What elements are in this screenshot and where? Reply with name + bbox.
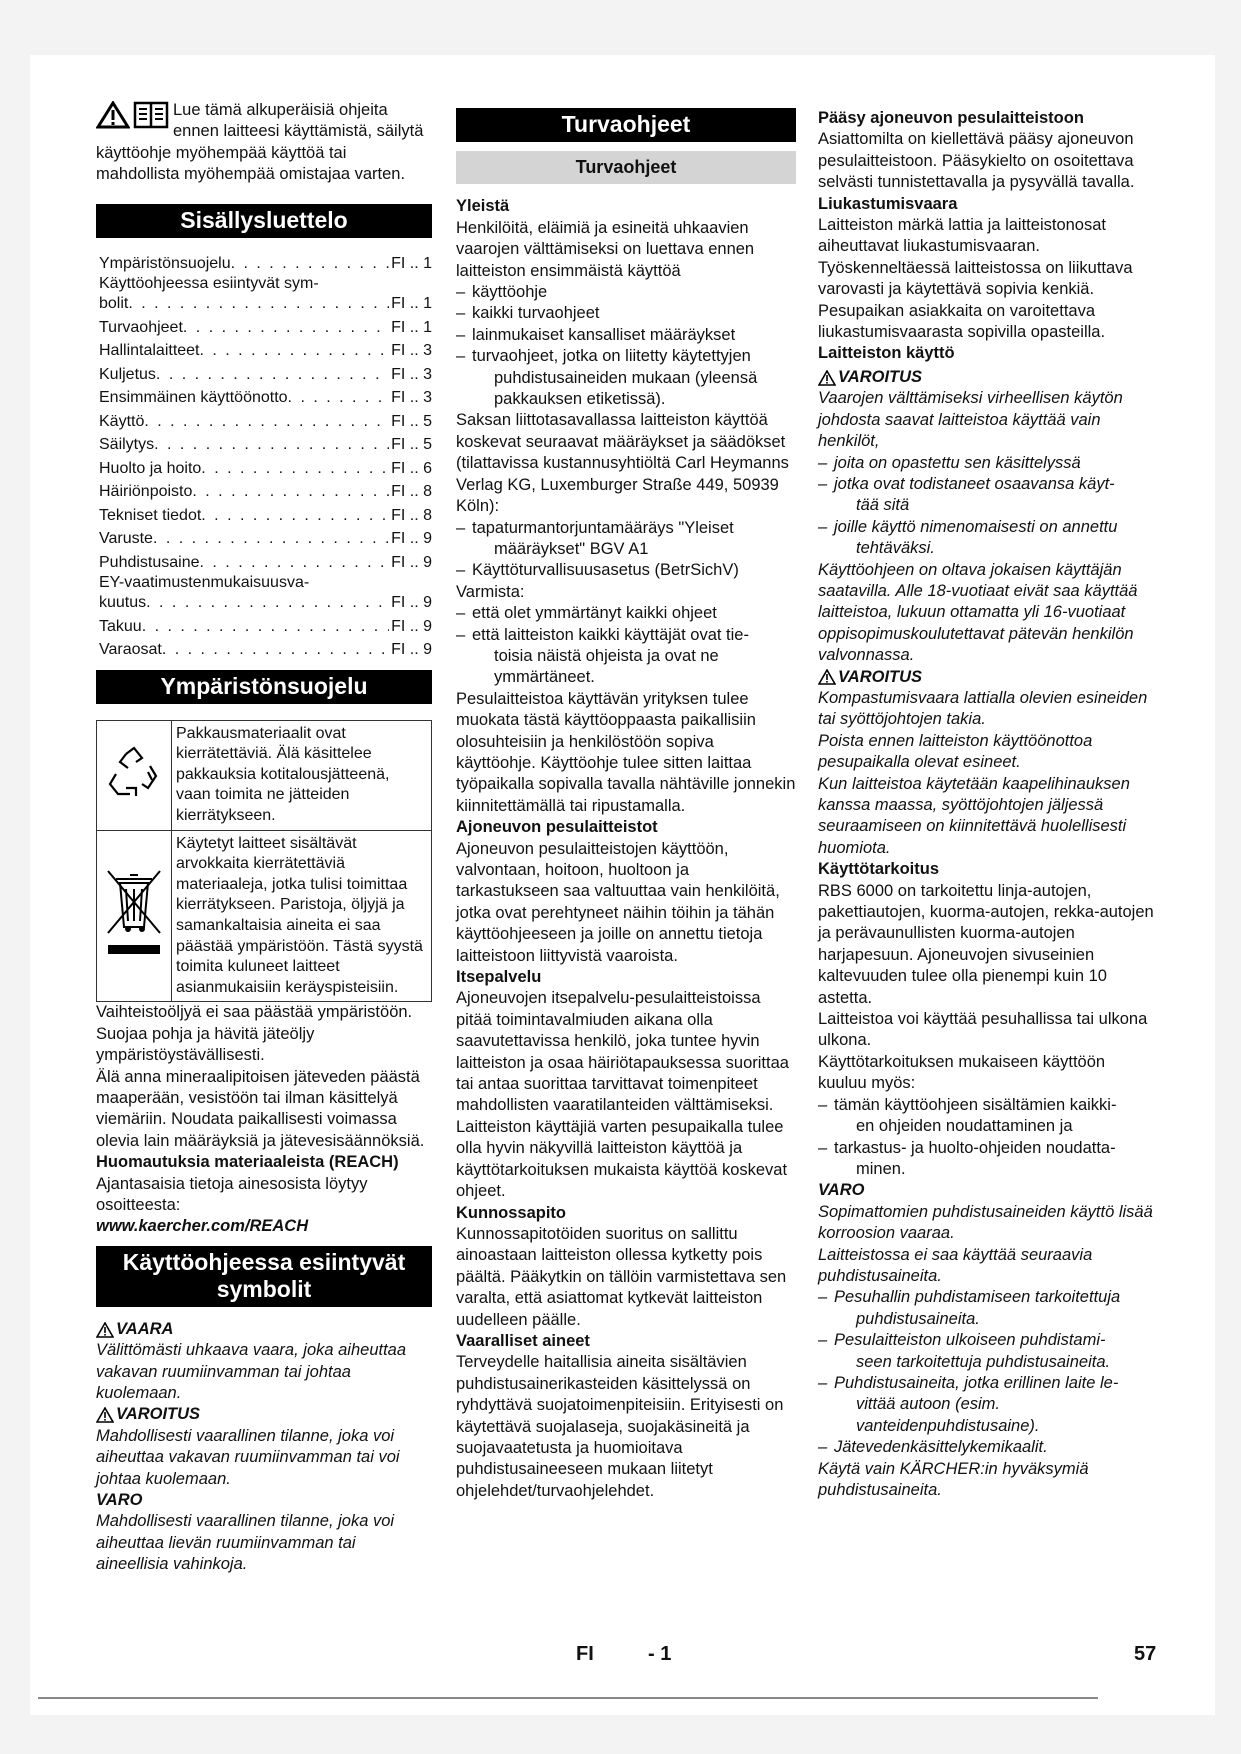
warning-triangle-icon — [96, 1407, 114, 1423]
toc-row[interactable]: Takuu . . . FI .. 9 — [99, 615, 432, 639]
list-item: – että olet ymmärtänyt kaikki ohjeet — [456, 603, 796, 624]
paasy-heading: Pääsy ajoneuvon pesulaitteistoon — [818, 109, 1084, 127]
list-item: – Pesuhallin puhdistamiseen tarkoitettuja puhdistusaineita. — [818, 1287, 1158, 1330]
list-item: – tämän käyttöohjeen sisältämien kaikki- en ohjeiden noudattaminen ja — [818, 1095, 1158, 1138]
list-item: – Jätevedenkäsittelykemikaalit. — [818, 1437, 1158, 1458]
manual-book-icon — [133, 101, 169, 129]
toc-row[interactable]: Ympäristönsuojelu . . . FI .. 1 — [99, 252, 432, 276]
toc-row[interactable]: Huolto ja hoito . . . FI .. 6 — [99, 457, 432, 481]
varoitus-text: Mahdollisesti vaarallinen tilanne, joka voi aiheuttaa vakavan ruumiinvamman tai voi johtaa kuolemaan. — [96, 1426, 400, 1488]
varoitus-label: VAROITUS — [818, 667, 1158, 688]
list-item: – jotka ovat todistaneet osaavansa käyt- tää sitä — [818, 474, 1158, 517]
kompastumis-text-2: Poista ennen laitteiston käyttöönottoa pesupaikalla olevat esineet. — [818, 731, 1093, 772]
safety-heading: Turvaohjeet — [456, 108, 796, 142]
toc-row[interactable]: Kuljetus . . . FI .. 3 — [99, 363, 432, 387]
ajoneuvon-text: Ajoneuvon pesulaitteistojen käyttöön, valvontaan, hoitoon, huoltoon ja tarkastukseen saa valtuuttaa vain henkilöitä, jotka ovat perehtyneet näihin töihin ja tähän käyttöohjeeseen ja joille on annettu tietoja laitteistoon liittyvistä vaaroista. — [456, 839, 780, 965]
varo-label: VARO — [96, 1491, 143, 1510]
varo-label: VARO — [818, 1181, 865, 1200]
kaytto-text-2: Käyttöohjeen on oltava jokaisen käyttäjän saatavilla. Alle 18-vuotiaat eivät saa käyttää laitteistoa, lukuun ottamatta yli 16-vuotiaat oppisopimuskoulutettavat pätevän henkilön valvonnassa. — [818, 560, 1138, 665]
toc-row[interactable]: kuutus . . . FI .. 9 — [99, 591, 432, 615]
kompastumis-text-3: Kun laitteistoa käytetään kaapelihinauksen kanssa maassa, syöttöjohtojen jäljessä seuraamiseen on kiinnitettävä huolellisesti huomiota. — [818, 774, 1130, 857]
recycling-text: Pakkausmateriaalit ovat kierrätettäviä. Älä käsittelee pakkauksia kotitalousjätteenä, vaan toimita ne jätteiden kierrätykseen. — [172, 720, 432, 830]
list-item: – Pesulaitteiston ulkoiseen puhdistami- seen tarkoitettuja puhdistusaineita. — [818, 1330, 1158, 1373]
toc-row[interactable]: Turvaohjeet . . . FI .. 1 — [99, 316, 432, 340]
vaaralliset-heading: Vaaralliset aineet — [456, 1331, 590, 1350]
env-oil-text: Vaihteistoöljyä ei saa päästää ympäristöön. Suojaa pohja ja hävitä jäteöljy ympäristöystävällisesti. — [96, 1003, 413, 1065]
yleista-text: Henkilöitä, eläimiä ja esineitä uhkaavien vaarojen välttämiseksi on luettava ennen laitteiston ensimmäistä käyttöä — [456, 218, 755, 280]
list-item: – lainmukaiset kansalliset määräykset — [456, 325, 796, 346]
footer-rule — [38, 1697, 1098, 1699]
footer-page-code: - 1 — [648, 1643, 672, 1665]
toc-row[interactable]: Varuste . . . FI .. 9 — [99, 527, 432, 551]
kaytto-heading: Laitteiston käyttö — [818, 344, 955, 363]
env-heading: Ympäristönsuojelu — [96, 670, 432, 704]
intro-icons — [96, 101, 169, 129]
yleista-heading: Yleistä — [456, 197, 510, 216]
toc-row[interactable]: Varaosat . . . FI .. 9 — [99, 638, 432, 662]
safety-subheading: Turvaohjeet — [456, 151, 796, 184]
ajoneuvon-heading: Ajoneuvon pesulaitteistot — [456, 818, 658, 837]
warning-triangle-icon — [96, 1322, 114, 1338]
toc-heading: Sisällysluettelo — [96, 204, 432, 238]
reach-link[interactable]: www.kaercher.com/REACH — [96, 1217, 309, 1236]
intro-block — [96, 100, 432, 186]
recycling-icon — [106, 744, 162, 800]
pesula-text: Pesulaitteistoa käyttävän yrityksen tulee muokata tästä käyttöoppaasta paikallisiin olosuhteisiin ja henkilöstöön sopiva käyttöohje. Käyttöohje tulee sitten laittaa työpaikalla sopivalla tavalla nähtäville jonnekin kiinnitettämällä tai ripustamalla. — [456, 689, 796, 815]
env-wastewater-text: Älä anna mineraalipitoisen jäteveden päästä maaperään, vesistöön tai ilman käsittelyä viemäriin. Noudata paikallisesti voimassa olevia lain määräyksiä ja jätevesisäännöksiä. — [96, 1067, 425, 1150]
warning-triangle-icon — [96, 101, 130, 129]
warning-triangle-icon — [818, 370, 836, 386]
kayttotarkoitus-heading: Käyttötarkoitus — [818, 860, 940, 879]
warning-triangle-icon — [818, 669, 836, 685]
column-middle — [456, 108, 796, 1502]
toc-row[interactable]: Tekniset tiedot . . . FI .. 8 — [99, 504, 432, 528]
varoitus-label: VAROITUS — [818, 367, 1158, 388]
saksan-text: Saksan liittotasavallassa laitteiston käyttöä koskevat seuraavat määräykset ja säädökset (tilattavissa kustannusyhtiöltä Carl Heymanns Verlag KG, Luxemburger Straße 449, 50939 Köln): — [456, 411, 789, 516]
toc-row[interactable]: Ensimmäinen käyttöönotto . . . FI .. 3 — [99, 386, 432, 410]
varo-text: Mahdollisesti vaarallinen tilanne, joka voi aiheuttaa lievän ruumiinvamman tai aineellisia vahinkoja. — [96, 1512, 395, 1574]
list-item: – tarkastus- ja huolto-ohjeiden noudatta- minen. — [818, 1138, 1158, 1181]
kayttotarkoitus-text-3: Käyttötarkoituksen mukaiseen käyttöön kuuluu myös: — [818, 1052, 1106, 1093]
toc-row[interactable]: Säilytys . . . FI .. 5 — [99, 433, 432, 457]
toc-row[interactable]: Puhdistusaine . . . FI .. 9 — [99, 551, 432, 575]
list-item: – turvaohjeet, jotka on liitetty käytettyjen puhdistusaineiden mukaan (yleensä pakkauksen etiketissä). — [456, 346, 796, 410]
varo-text-3: Käytä vain KÄRCHER:in hyväksymiä puhdistusaineita. — [818, 1459, 1089, 1499]
kunnossapito-heading: Kunnossapito — [456, 1203, 566, 1222]
toc-row[interactable]: Hallintalaitteet . . . FI .. 3 — [99, 339, 432, 363]
vaara-label: VAARA — [96, 1319, 432, 1340]
kayttotarkoitus-text-2: Laitteistoa voi käyttää pesuhallissa tai ulkona ulkona. — [818, 1010, 1148, 1050]
footer-page-number: 57 — [1134, 1643, 1157, 1665]
toc-row[interactable]: EY-vaatimustenmukaisuusva- — [99, 574, 310, 592]
intro-text: Lue tämä alkuperäisiä ohjeita ennen laitteesi käyttämistä, säilytä käyttöohje myöhempää käyttöä tai mahdollista myöhempää omistajaa varten. — [96, 101, 424, 184]
varo-text-1: Sopimattomien puhdistusaineiden käyttö lisää korroosion vaaraa. — [818, 1202, 1153, 1243]
paasy-text: Asiattomilta on kiellettävä pääsy ajoneuvon pesulaitteistoon. Pääsykielto on osoitettava selvästi tunnistettavalla ja pysyvällä tavalla. — [818, 130, 1135, 192]
toc-row[interactable]: Käyttöohjeessa esiintyvät sym- — [99, 275, 319, 293]
itsepalvelu-text-1: Ajoneuvojen itsepalvelu-pesulaitteistoissa pitää toimintavalmiuden aikana olla saavutettavissa henkilö, joka tuntee hyvin laitteiston ja osaa häiriötapauksessa suorittaa tai antaa suorittaa tarvittavat toimenpiteet mahdollisten vaaratilanteiden välttämiseksi. — [456, 989, 789, 1115]
column-right — [818, 108, 1158, 1501]
itsepalvelu-text-2: Laitteiston käyttäjiä varten pesupaikalla tulee olla hyvin näkyvillä laitteiston käyttöä ja käyttötarkoituksen mukaista käyttöä koskevat ohjeet. — [456, 1117, 788, 1201]
list-item: – joita on opastettu sen käsittelyssä — [818, 453, 1158, 474]
column-left — [96, 100, 432, 1576]
reach-heading: Huomautuksia materiaaleista (REACH) — [96, 1153, 399, 1172]
weee-text: Käytetyt laitteet sisältävät arvokkaita kierrätettäviä materiaaleja, jotka tulisi toimittaa kierrätykseen. Paristoja, öljyjä ja samankaltaisia aineita ei saa päästää ympäristöön. Tästä syystä toimita kuluneet laitteet asianmukaisiin keräyspisteisiin. — [172, 830, 432, 1002]
vaaralliset-text: Terveydelle haitallisia aineita sisältävien puhdistusainerikasteiden käsittelyssä on ryhdyttävä suojatoimenpiteisiin. Erityisesti on käytettävä suojalaseja, suojakäsineitä ja suojavaatetusta ja huomioitava puhdistusaineeseen mukaan liitetyt ohjelehdet/turvaohjelehdet. — [456, 1353, 784, 1500]
varmista-label: Varmista: — [456, 582, 525, 601]
list-item: – tapaturmantorjuntamääräys "Yleiset määräykset" BGV A1 — [456, 518, 796, 561]
kaytto-text: Vaarojen välttämiseksi virheellisen käytön johdosta saavat laitteistoa käyttää vain henkilöt, — [818, 389, 1123, 451]
kompastumis-text-1: Kompastumisvaara lattialla olevien esineiden tai syöttöjohtojen takia. — [818, 688, 1148, 729]
table-of-contents — [99, 252, 432, 662]
env-symbols-table — [96, 720, 432, 1003]
list-item: – että laitteiston kaikki käyttäjät ovat tie- toisia näistä ohjeista ja ovat ne ymmärtäneet. — [456, 625, 796, 689]
varoitus-label: VAROITUS — [96, 1404, 432, 1425]
varo-text-2: Laitteistossa ei saa käyttää seuraavia puhdistusaineita. — [818, 1245, 1093, 1285]
list-item: – joille käyttö nimenomaisesti on annettu tehtäväksi. — [818, 517, 1158, 560]
crossed-out-bin-icon — [104, 865, 164, 961]
list-item: – kaikki turvaohjeet — [456, 303, 796, 324]
reach-text: Ajantasaisia tietoja ainesosista löytyy osoitteesta: — [96, 1174, 368, 1214]
toc-row[interactable]: bolit . . . FI .. 1 — [99, 292, 432, 316]
list-item: – Käyttöturvallisuusasetus (BetrSichV) — [456, 560, 796, 581]
toc-row[interactable]: Häiriönpoisto . . . FI .. 8 — [99, 480, 432, 504]
kayttotarkoitus-text-1: RBS 6000 on tarkoitettu linja-autojen, pakettiautojen, kuorma-autojen, rekka-autojen ja perävaunullisten kuorma-autojen harjapesuun. Ajoneuvojen sivuseinien kaltevuuden tulee olla pienempi kuin 10 astetta. — [818, 881, 1154, 1007]
vaara-text: Välittömästi uhkaava vaara, joka aiheuttaa vakavan ruumiinvamman tai johtaa kuolemaan. — [96, 1341, 407, 1403]
list-item: – käyttöohje — [456, 282, 796, 303]
footer-lang: FI — [576, 1643, 594, 1665]
list-item: – Puhdistusaineita, jotka erillinen laite le- vittää autoon (esim. vanteidenpuhdistusaine). — [818, 1373, 1158, 1437]
liukastumis-text: Laitteiston märkä lattia ja laitteistonosat aiheuttavat liukastumisvaaran. Työskenneltäessä laitteistossa on liikuttava varovasti ja käytettävä sopivia kenkiä. Pesupaikan asiakkaita on varoitettava liukastumisvaarasta sopivilla opasteilla. — [818, 216, 1133, 342]
itsepalvelu-heading: Itsepalvelu — [456, 968, 542, 987]
kunnossapito-text: Kunnossapitotöiden suoritus on sallittu ainoastaan laitteiston ollessa kytketty pois päältä. Pääkytkin on tällöin varmistettava sen varalta, että asiattomat kytkevät laitteiston uudelleen päälle. — [456, 1224, 787, 1329]
symbols-heading: Käyttöohjeessa esiintyvät symbolit — [96, 1246, 432, 1307]
liukastumis-heading: Liukastumisvaara — [818, 194, 958, 213]
toc-row[interactable]: Käyttö . . . FI .. 5 — [99, 410, 432, 434]
